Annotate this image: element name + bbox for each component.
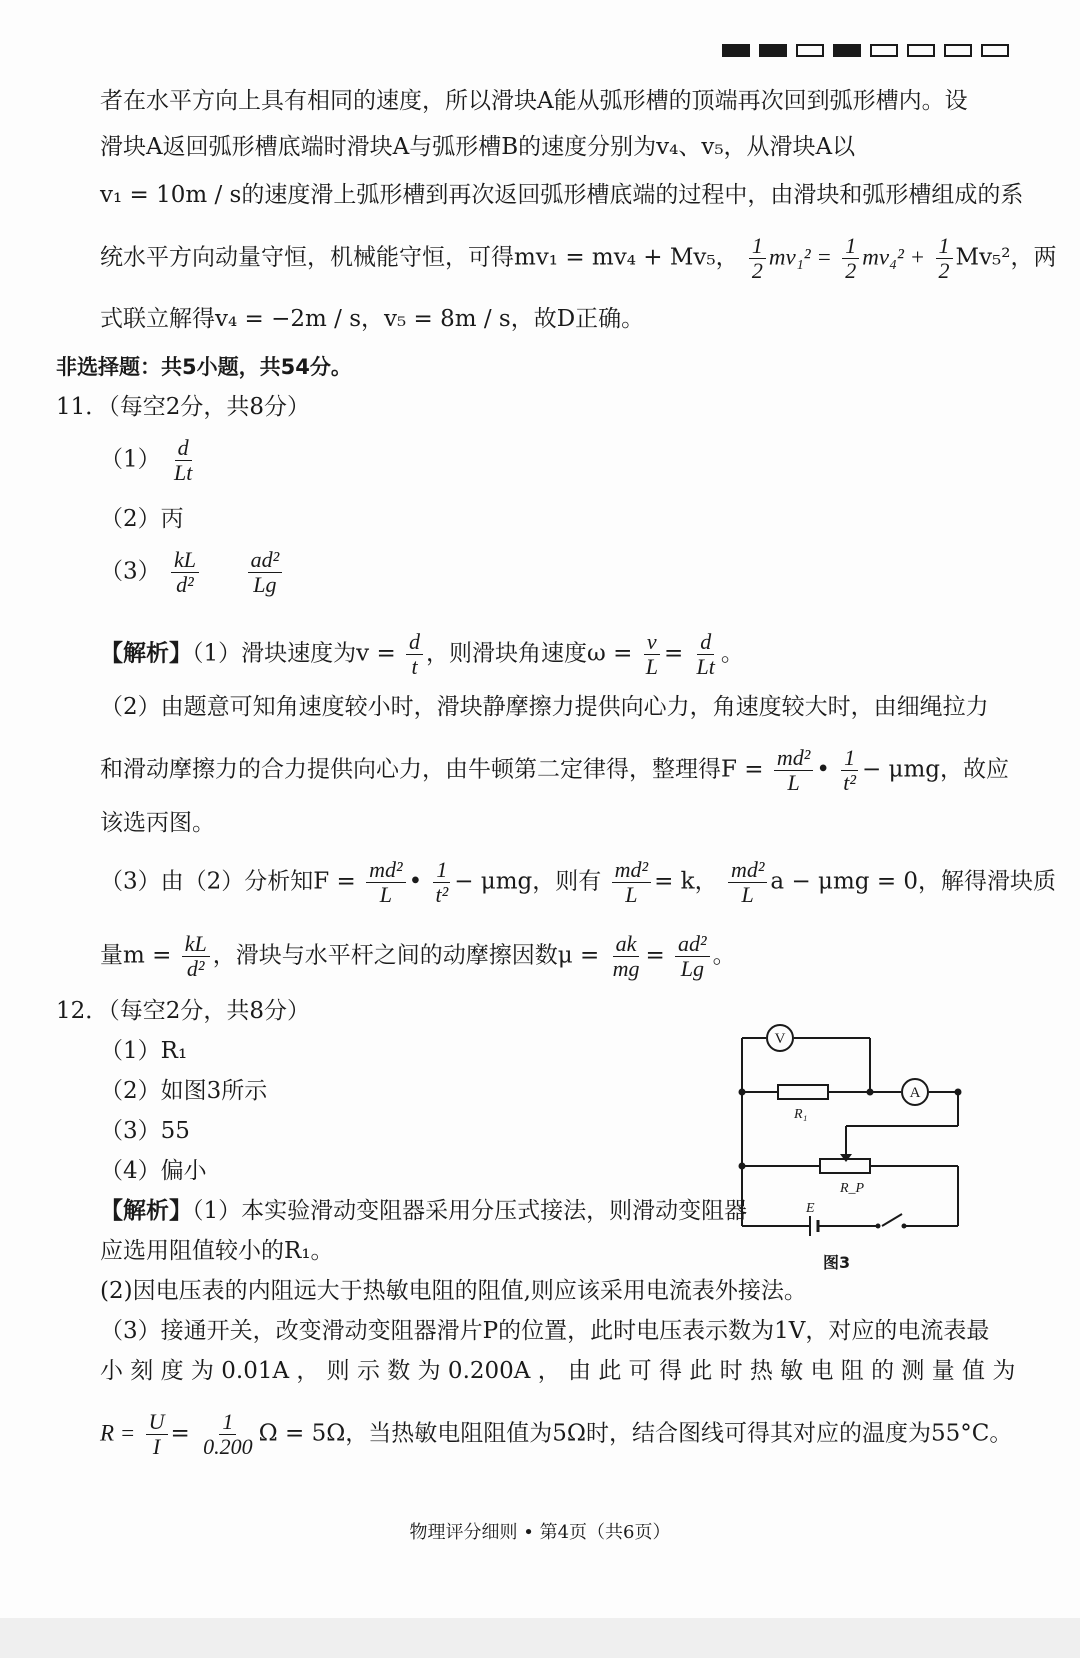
progress-square — [796, 44, 824, 57]
fraction: $\frac{U}{I}$ — [146, 1410, 168, 1459]
text-run: Mv₅²，两 — [955, 244, 1057, 271]
answer-item — [100, 436, 198, 485]
progress-square — [944, 44, 972, 57]
fraction: $\frac{\text{md²}}{L}$ — [774, 746, 813, 795]
text-line: 小 刻 度 为 0.01A ， 则 示 数 为 0.200A ， 由 此 可 得 此 时 热 敏 电 阻 的 测 量 值 为 — [100, 1358, 1016, 1384]
voltmeter-label: V — [774, 1031, 786, 1047]
answer-item: （1）R₁ — [100, 1038, 188, 1064]
text-line: v₁ = 10m / s的速度滑上弧形槽到再次返回弧形槽底端的过程中，由滑块和弧形槽组成的系 — [100, 182, 1024, 208]
analysis-line: R = $\frac{U}{I}$ = $\frac{1}{0.200}$ Ω = 5Ω，当热敏电阻阻值为5Ω时，结合图线可得其对应的温度为55°C。 — [100, 1409, 1013, 1459]
progress-square — [759, 44, 787, 57]
fraction: $\frac{1}{0.200}$ — [203, 1409, 253, 1459]
fraction: $\frac{v}{L}$ — [645, 629, 658, 679]
text-line: 该选丙图。 — [100, 810, 215, 836]
text-line: 滑块A返回弧形槽底端时滑块A与弧形槽B的速度分别为v₄、v₅，从滑块A以 — [100, 134, 856, 160]
analysis-line: 和滑动摩擦力的合力提供向心力，由牛顿第二定律得，整理得F = $\frac{\text{md²}}{L}$ • $\frac{1}{\text{t²}}$ − μmg，故应 — [100, 745, 1010, 795]
rheostat-rp — [820, 1159, 870, 1173]
item-number: （3） — [100, 558, 161, 585]
fraction: $\frac{\text{ad²}}{Lg}$ — [248, 548, 283, 597]
question-header: 11．（每空2分，共8分） — [56, 394, 311, 420]
fraction: $\frac{1}{\text{t²}}$ — [840, 746, 859, 795]
progress-square — [870, 44, 898, 57]
battery-label: E — [806, 1201, 815, 1216]
figure-caption: 图3 — [823, 1253, 851, 1272]
fraction: $\frac{\text{md²}}{L}$ — [728, 858, 767, 907]
answer-item: （2）如图3所示 — [100, 1078, 268, 1104]
junction-dot — [955, 1089, 962, 1096]
analysis-line: 【解析】（1）本实验滑动变阻器采用分压式接法，则滑动变阻器 — [100, 1197, 748, 1224]
circuit-diagram — [736, 1016, 976, 1276]
junction-dot — [867, 1089, 874, 1096]
fraction: $\frac{1}{2}$ — [842, 234, 859, 283]
rp-label: R_P — [840, 1181, 865, 1196]
switch-contact — [902, 1224, 907, 1229]
ammeter-label: A — [909, 1085, 921, 1101]
fraction: $\frac{d}{Lt}$ — [696, 629, 715, 679]
equation-line — [100, 234, 1057, 283]
fraction: $\frac{1}{2}$ — [749, 234, 766, 283]
fraction: $\frac{ak}{mg}$ — [612, 931, 640, 981]
text-line: 应选用阻值较小的R₁。 — [100, 1238, 334, 1264]
fraction: $\frac{d}{t}$ — [406, 630, 423, 679]
analysis-label: 【解析】 — [100, 1197, 192, 1224]
text-line: 式联立解得v₄ = −2m / s，v₅ = 8m / s，故D正确。 — [100, 306, 645, 332]
text-line: 者在水平方向上具有相同的速度，所以滑块A能从弧形槽的顶端再次回到弧形槽内。设 — [100, 88, 968, 114]
progress-square — [722, 44, 750, 57]
resistor-r1 — [778, 1085, 828, 1099]
fraction: $\frac{1}{\text{t²}}$ — [433, 858, 452, 907]
switch-lever — [882, 1214, 902, 1226]
progress-square — [833, 44, 861, 57]
r1-label: R₁ — [794, 1107, 808, 1122]
section-heading: 非选择题：共5小题，共54分。 — [56, 355, 352, 379]
fraction: $\frac{d}{Lt}$ — [173, 435, 193, 485]
analysis-label: 【解析】 — [100, 639, 192, 667]
fraction: $\frac{\text{ad²}}{Lg}$ — [675, 932, 710, 981]
text-line: (2)因电压表的内阻远大于热敏电阻的阻值,则应该采用电流表外接法。 — [100, 1278, 807, 1304]
analysis-line: 【解析】（1）滑块速度为v = $\frac{d}{t}$ ，则滑块角速度ω = $\frac{v}{L}$ = $\frac{d}{Lt}$ 。 — [100, 629, 744, 679]
analysis-line: 量m = $\frac{kL}{\text{d²}}$ ，滑块与水平杆之间的动摩擦因数μ = $\frac{ak}{mg}$ = $\frac{\text{ad²}}{Lg}$ 。 — [100, 931, 736, 981]
answer-item: （3）55 — [100, 1118, 190, 1144]
junction-dot — [739, 1089, 746, 1096]
text-run: mv₄² + — [862, 244, 926, 270]
answer-item: （2）丙 — [100, 506, 184, 532]
page-footer: 物理评分细则 • 第4页（共6页） — [409, 1522, 671, 1543]
fraction: $\frac{\text{md²}}{L}$ — [612, 858, 651, 907]
answer-item: （4）偏小 — [100, 1158, 207, 1184]
fraction: $\frac{kL}{\text{d²}}$ — [171, 548, 199, 597]
analysis-line: （3）由（2）分析知F = $\frac{\text{md²}}{L}$ • $\frac{1}{\text{t²}}$ − μmg，则有 $\frac{\text{md²}}{L}$ = k， $\frac{\text{md²}}{L}$ a − μmg = 0，解得滑块质 — [100, 857, 1057, 907]
question-header: 12．（每空2分，共8分） — [56, 998, 311, 1024]
switch-contact — [876, 1224, 881, 1229]
junction-dot — [739, 1163, 746, 1170]
text-line: （3）接通开关，改变滑动变阻器滑片P的位置，此时电压表示数为1V，对应的电流表最 — [100, 1318, 990, 1344]
answer-item — [100, 548, 285, 597]
text-run: 统水平方向动量守恒，机械能守恒，可得mv₁ = mv₄ + Mv₅， — [100, 244, 739, 271]
page-progress-indicator — [722, 44, 1009, 57]
fraction: $\frac{kL}{\text{d²}}$ — [182, 932, 210, 981]
item-number: （1） — [100, 446, 161, 473]
progress-square — [981, 44, 1009, 57]
text-run: mv₁² = — [768, 244, 832, 270]
fraction: $\frac{\text{md²}}{L}$ — [366, 858, 405, 907]
fraction: $\frac{1}{2}$ — [936, 234, 953, 283]
text-line: （2）由题意可知角速度较小时，滑块静摩擦力提供向心力，角速度较大时，由细绳拉力 — [100, 694, 989, 720]
page-bottom-margin — [0, 1618, 1080, 1658]
progress-square — [907, 44, 935, 57]
